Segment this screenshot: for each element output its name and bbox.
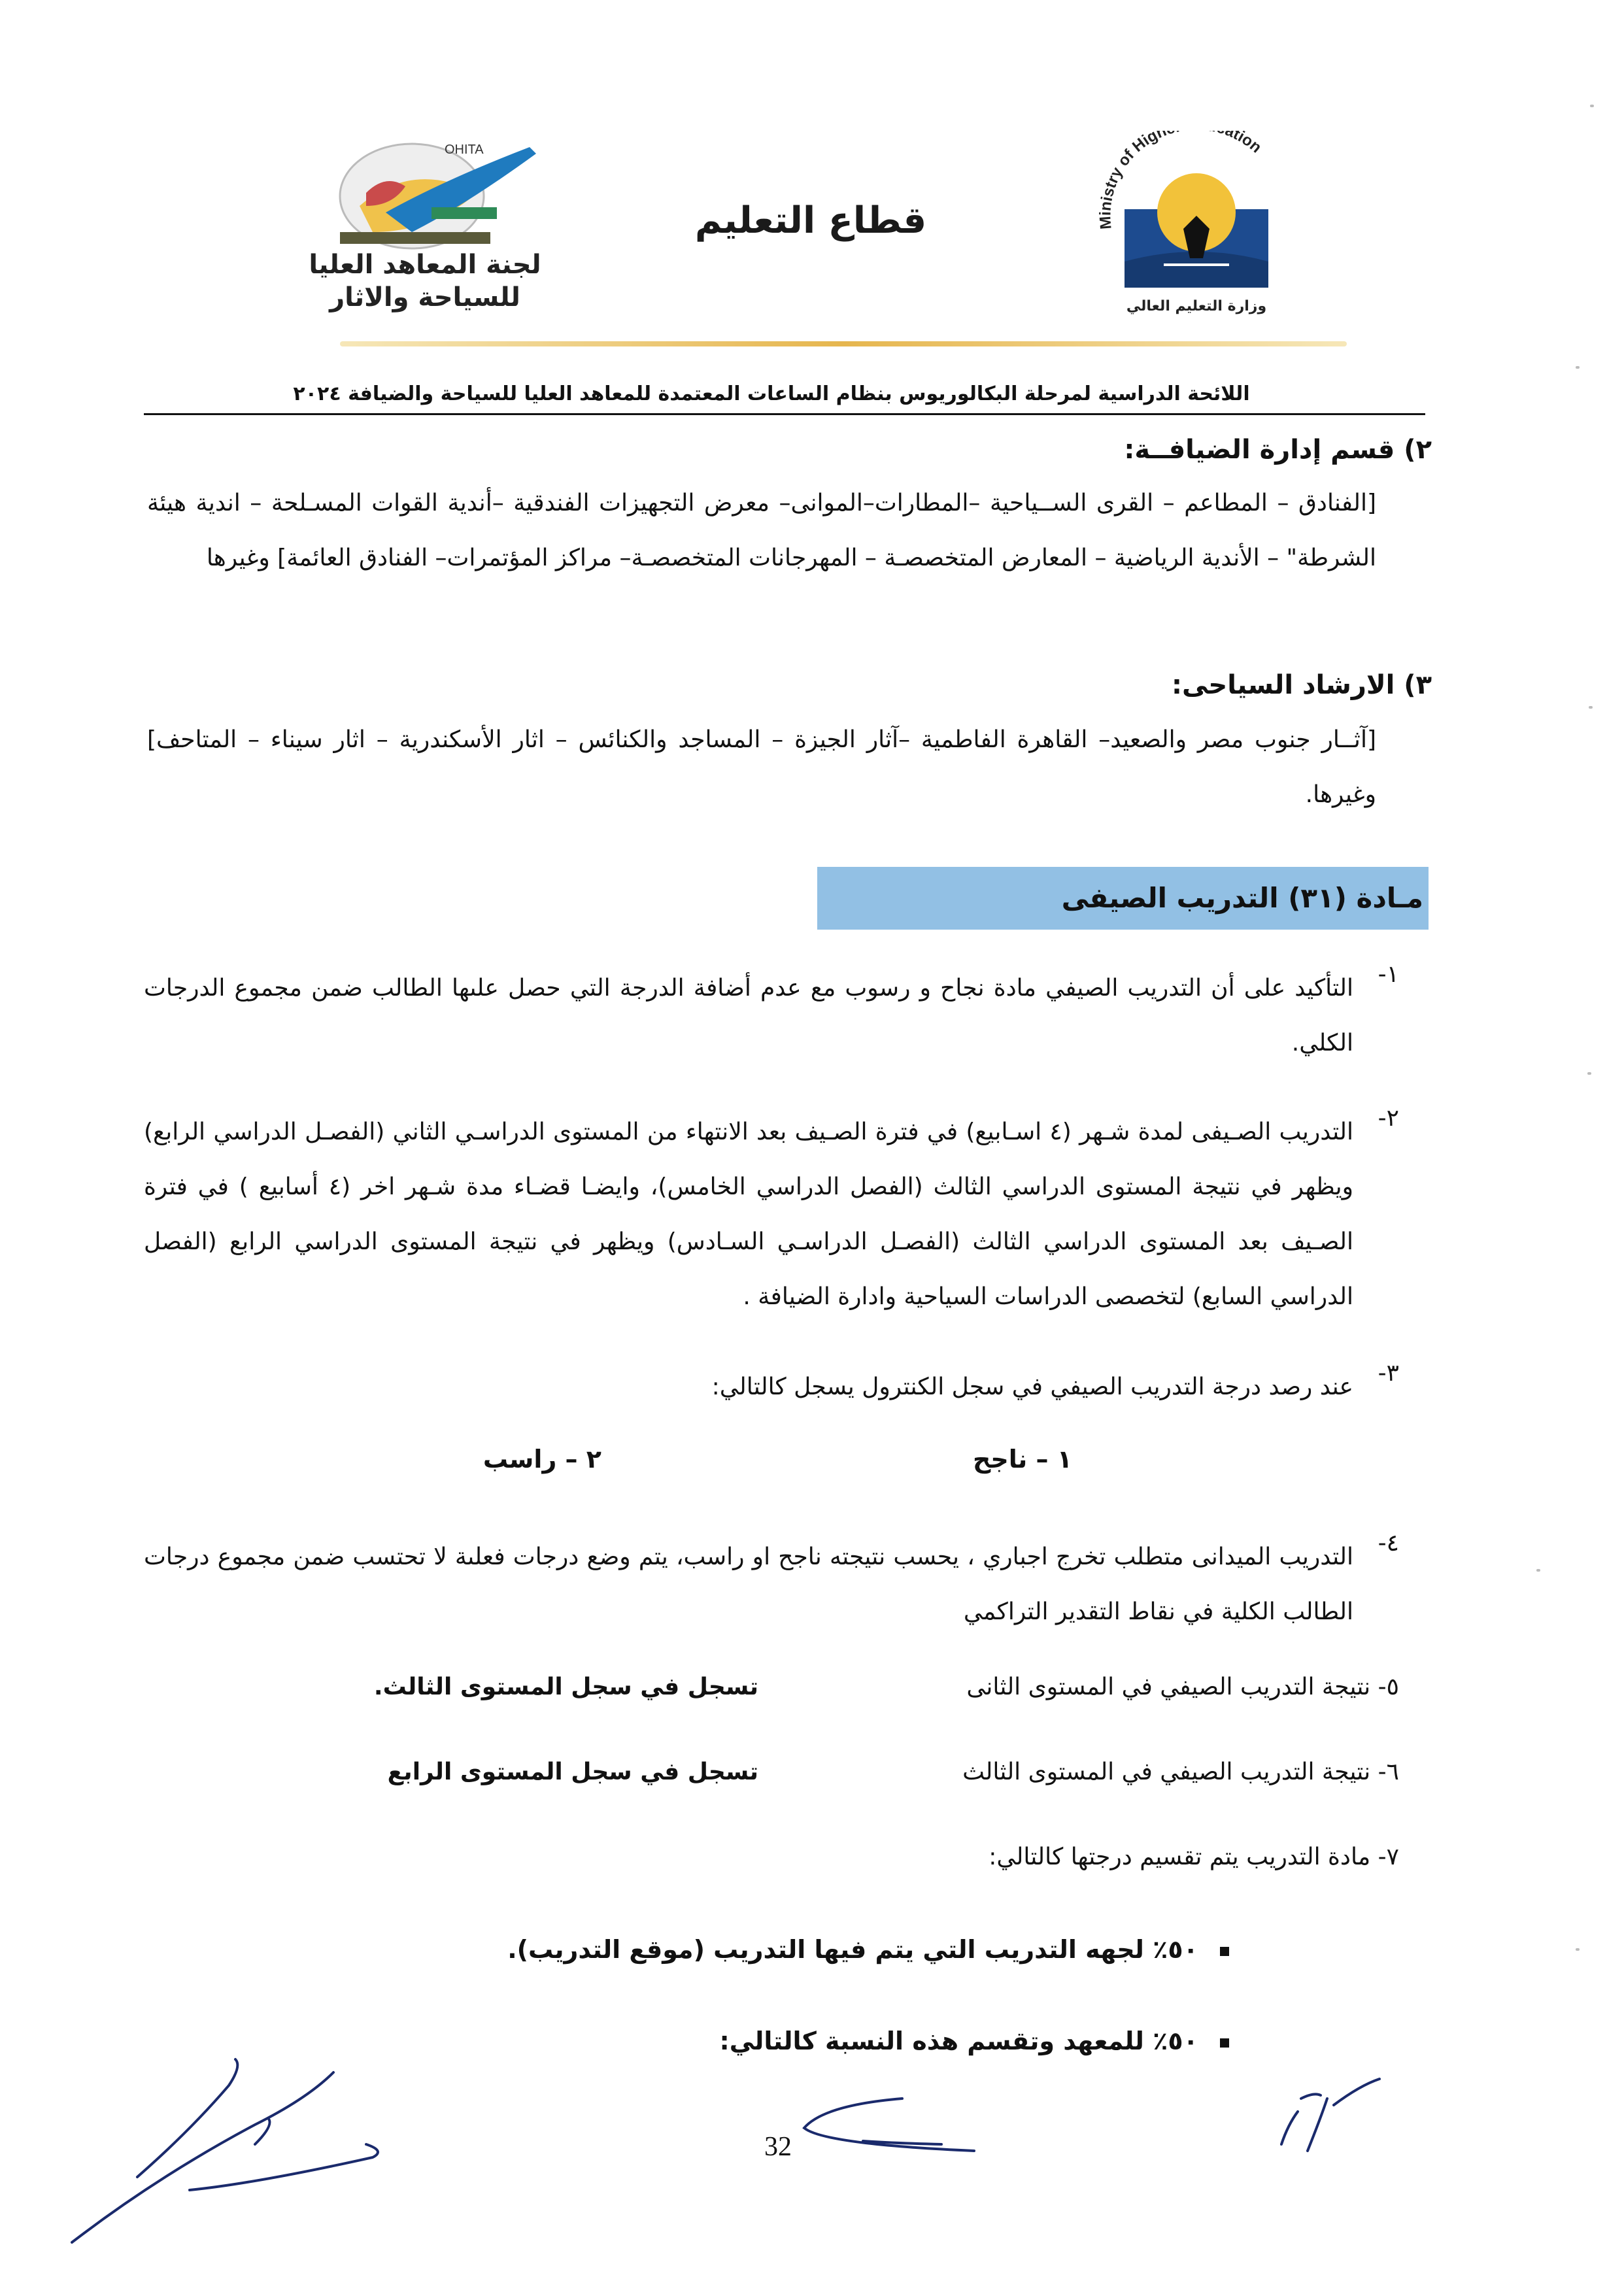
list-item bbox=[144, 961, 1399, 1071]
grade-fail: ٢ – راسب bbox=[482, 1445, 601, 1474]
list-item-text: التدريب الميدانى متطلب تخرج اجباري ، يحسب نتيجته ناجح او راسب، يتم وضع درجات فعلىة لا تحتسب ضمن مجموع درجات الطالب الكلية في نقاط التقدير التراكمي bbox=[144, 1543, 1353, 1625]
section-text-hospitality: [الفنادق – المطاعم – القرى الســياحية –المطارات–الموانى– معرض التجهيزات الفندقية –أندية القوات المسـلحة – اندية هيئة الشرطة" – الأندية الرياضية – المعارض المتخصصـة – المهرجانات المتخصصـة– مراكز المؤتمرات– الفنادق العائمة] وغيرها bbox=[147, 490, 1376, 571]
list-item-number: ١- bbox=[1378, 961, 1399, 988]
ohita-caption-line-2: للسياحة والاثار bbox=[330, 282, 520, 312]
item-5-text: نتيجة التدريب الصيفي في المستوى الثانى bbox=[966, 1674, 1371, 1700]
scan-speck bbox=[1587, 1072, 1591, 1075]
list-item bbox=[144, 1360, 1399, 1415]
scan-speck bbox=[1590, 105, 1594, 107]
list-item bbox=[144, 1530, 1399, 1640]
scan-speck bbox=[1536, 1569, 1540, 1572]
scan-speck bbox=[1576, 1948, 1580, 1951]
list-item bbox=[144, 1105, 1399, 1324]
ohita-caption-line-1: لجنة المعاهد العليا bbox=[309, 250, 541, 280]
signature-center bbox=[785, 2092, 994, 2170]
list-item-text: التأكيد على أن التدريب الصيفي مادة نجاح و رسوب مع عدم أضافة الدرجة التي حصل علىها الطالب ضمن مجموع الدرجات الكلي. bbox=[144, 975, 1353, 1056]
document-subheader: اللائحة الدراسية لمرحلة البكالوريوس بنظام الساعات المعتمدة للمعاهد العليا للسياحة والضيافة ٢٠٢٤ bbox=[293, 382, 1250, 405]
item-7-text: مادة التدريب يتم تقسيم درجتها كالتالي: bbox=[989, 1844, 1371, 1870]
item-5 bbox=[785, 1674, 1399, 1700]
item-6-record: تسجل في سجل المستوى الرابع bbox=[387, 1759, 758, 1785]
list-item-number: ٥- bbox=[1378, 1674, 1399, 1700]
subject-banner bbox=[817, 867, 1429, 930]
list-item-text: التدريب الصـيفى لمدة شـهر (٤ اسـابيع) في فترة الصـيف بعد الانتهاء من المستوى الدراسـي الثاني (الفصـل الدراسي الرابع) ويظهر في نتيجة المستوى الدراسي الثالث (الفصل الدراسي الخامس)، وايضـا قضـاء مدة شـهر اخر (٤ أسابيع ) في فترة الصـيف بعد المستوى الدراسي الثالث (الفصـل الدراسـي السـادس) ويظهر في نتيجة المستوى الدراسي الرابع (الفصل الدراسي السابع) لتخصصى الدراسات السياحية وادارة الضيافة . bbox=[144, 1119, 1353, 1310]
header-gold-divider bbox=[340, 341, 1347, 346]
item-6 bbox=[785, 1759, 1399, 1785]
item-7 bbox=[654, 1844, 1399, 1870]
item-5-record: تسجل في سجل المستوى الثالث. bbox=[373, 1674, 758, 1700]
grade-pass: ١ – ناجح bbox=[973, 1445, 1072, 1474]
bullet-item bbox=[392, 2027, 1229, 2055]
page-header-title: قطاع التعليم bbox=[694, 199, 927, 242]
ministry-logo-text-en: Ministry of High ation bbox=[1096, 131, 1265, 230]
signature-right bbox=[1262, 2059, 1393, 2164]
header-rule bbox=[144, 413, 1425, 415]
list-item-text: عند رصد درجة التدريب الصيفي في سجل الكنترول يسجل كالتالي: bbox=[711, 1374, 1353, 1400]
list-item-number: ٦- bbox=[1378, 1759, 1399, 1785]
list-item-number: ٢- bbox=[1378, 1105, 1399, 1132]
scan-speck bbox=[1589, 706, 1593, 709]
list-item-number: ٤- bbox=[1378, 1530, 1399, 1557]
ministry-logo bbox=[1085, 131, 1308, 320]
ohita-logo-text: OHITA bbox=[445, 143, 484, 157]
ministry-logo-text-ar: وزارة التعليم العالي bbox=[1126, 298, 1267, 314]
list-item-number: ٣- bbox=[1378, 1360, 1399, 1387]
bullet-icon bbox=[1220, 1947, 1229, 1956]
section-heading-guidance: ٣) الارشاد السياحى: bbox=[1171, 670, 1432, 700]
signature-left bbox=[59, 2046, 425, 2255]
scan-speck bbox=[1576, 366, 1580, 369]
bullet-text: ٥٠٪ للمعهد وتقسم هذه النسبة كالتالي: bbox=[719, 2027, 1198, 2055]
ohita-caption bbox=[281, 248, 569, 314]
bullet-item bbox=[392, 1935, 1229, 1964]
subject-banner-title: مـادة (٣١) التدريب الصيفى bbox=[1061, 882, 1423, 914]
section-text-guidance: [آثــار جنوب مصر والصعيد– القاهرة الفاطمية –آثار الجيزة – المساجد والكنائس – اثار الأسكندرية – اثار سيناء – المتاحف] وغيرها. bbox=[147, 726, 1376, 808]
list-item-number: ٧- bbox=[1378, 1844, 1399, 1870]
bullet-text: ٥٠٪ لجهه التدريب التي يتم فيها التدريب (موقع التدريب). bbox=[507, 1935, 1198, 1964]
section-heading-hospitality: ٢) قسم إدارة الضيافــة: bbox=[1124, 435, 1432, 465]
page-number: 32 bbox=[764, 2132, 792, 2162]
bullet-icon bbox=[1220, 2038, 1229, 2048]
item-6-text: نتيجة التدريب الصيفي في المستوى الثالث bbox=[962, 1759, 1371, 1785]
